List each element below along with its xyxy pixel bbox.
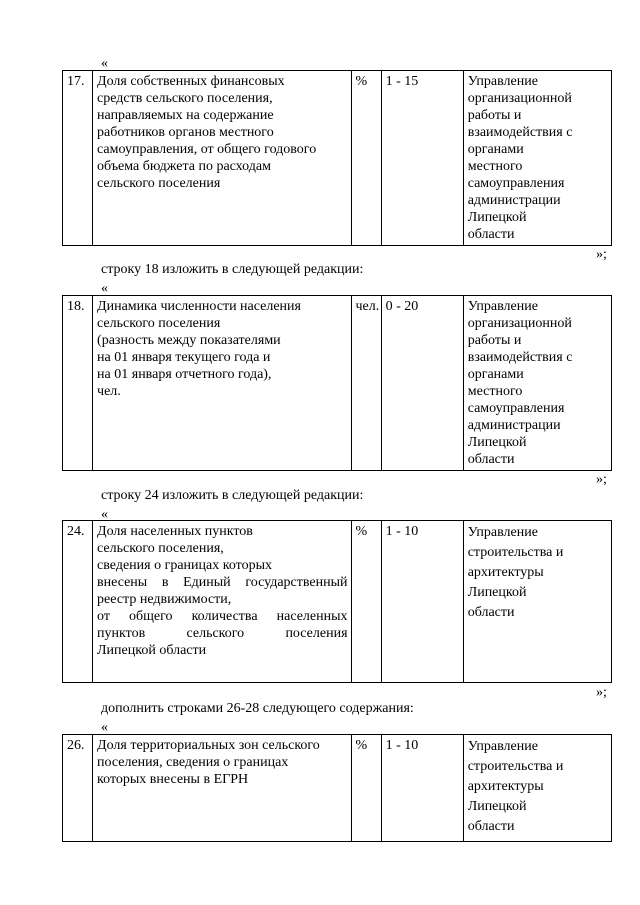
range: 1 - 10 (381, 521, 463, 683)
department: Управление строительства и архитектуры Липецкой области (463, 735, 611, 842)
range: 0 - 20 (381, 296, 463, 471)
quote-close: »; (596, 472, 607, 487)
quote-open: « (101, 507, 108, 522)
indicator-name: Доля собственных финансовых средств сельского поселения, направляемых на содержание работников органов местного самоуправления, от общего годового объема бюджета по расходам сельского поселения (93, 71, 351, 246)
table-row-26 (62, 734, 612, 842)
table-row-18 (62, 295, 612, 471)
quote-open: « (101, 281, 108, 296)
row-number: 18. (63, 296, 93, 471)
indicator-name: Доля населенных пунктов сельского поселения, сведения о границах которых внесены в Единый государственный реестр недвижимости, от общего количества населенных пунктов сельского поселения Липецкой области (93, 521, 351, 683)
range: 1 - 10 (381, 735, 463, 842)
row-number: 26. (63, 735, 93, 842)
department: Управление строительства и архитектуры Липецкой области (463, 521, 611, 683)
indicator-name: Динамика численности населения сельского поселения (разность между показателями на 01 января текущего года и на 01 января отчетного года), чел. (93, 296, 351, 471)
unit: % (351, 71, 381, 246)
quote-open: « (101, 720, 108, 735)
quote-close: »; (596, 247, 607, 262)
range: 1 - 15 (381, 71, 463, 246)
quote-open: « (101, 56, 108, 71)
quote-close: »; (596, 685, 607, 700)
department: Управление организационной работы и взаимодействия с органами местного самоуправления администрации Липецкой области (463, 71, 611, 246)
unit: % (351, 521, 381, 683)
row-number: 17. (63, 71, 93, 246)
department: Управление организационной работы и взаимодействия с органами местного самоуправления администрации Липецкой области (463, 296, 611, 471)
instruction-row18: строку 18 изложить в следующей редакции: (101, 262, 364, 277)
indicator-name: Доля территориальных зон сельского поселения, сведения о границах которых внесены в ЕГРН (93, 735, 351, 842)
table-row-17 (62, 70, 612, 246)
instruction-rows26-28: дополнить строками 26-28 следующего содержания: (101, 701, 414, 716)
table-row-24 (62, 520, 612, 683)
row-number: 24. (63, 521, 93, 683)
instruction-row24: строку 24 изложить в следующей редакции: (101, 488, 364, 503)
unit: % (351, 735, 381, 842)
unit: чел. (351, 296, 381, 471)
